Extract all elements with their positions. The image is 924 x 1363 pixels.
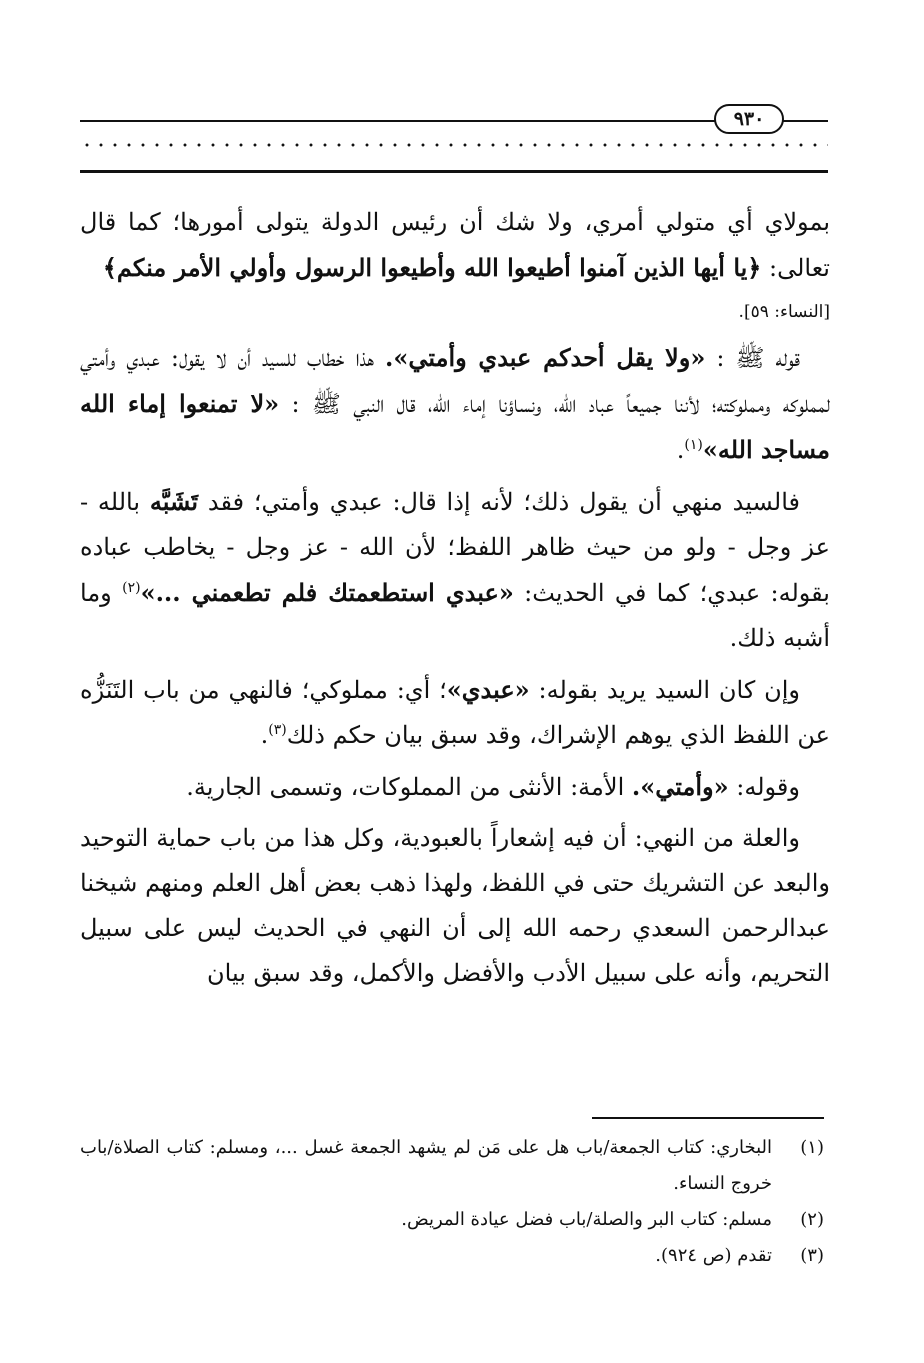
hadith-quote-3: «عبدي استطعمتك فلم تطعمني ...» — [140, 578, 514, 607]
footnote-number: (٣) — [800, 1245, 824, 1266]
footnote-ref-1[interactable]: (١) — [684, 437, 703, 453]
tashabbuh-word: تَشَبَّه — [149, 487, 199, 516]
main-text — [80, 200, 830, 1002]
paragraph-3-intro: فالسيد منهي أن يقول ذلك؛ لأنه إذا قال: عبدي وأمتي؛ فقد — [207, 488, 800, 516]
header-rule — [80, 120, 716, 122]
paragraph-1-text: بمولاي أي متولي أمري، ولا شك أن رئيس الدولة يتولى أمورها؛ كما قال تعالى: — [80, 208, 830, 282]
verse-reference: [النساء: ٥٩]. — [738, 302, 830, 322]
quran-verse: ﴿يا أيها الذين آمنوا أطيعوا الله وأطيعوا الرسول وأولي الأمر منكم﴾ — [102, 253, 762, 282]
paragraph-1 — [80, 200, 830, 291]
page-number: ٩٣٠ — [714, 104, 784, 134]
paragraph-2-body: هذا خطاب للسيد أن لا يقول: عبدي وأمتي لمملوكه ومملوكته؛ لأننا جميعاً عباد الله، ونساؤنا إماء الله، قال النبي ﷺ : — [80, 344, 831, 418]
footnote-text: مسلم: كتاب البر والصلة/باب فضل عيادة المريض. — [401, 1209, 772, 1230]
footnote-3 — [80, 1238, 824, 1274]
footnotes — [80, 1130, 824, 1274]
paragraph-2 — [80, 335, 830, 473]
paragraph-2-end: . — [676, 436, 685, 464]
paragraph-4-intro: وإن كان السيد يريد بقوله: — [538, 676, 800, 704]
paragraph-4-body: ؛ أي: مملوكي؛ فالنهي من باب التَنَزُّه عن اللفظ الذي يوهم الإشراك، وقد سبق بيان حكم ذلك — [80, 676, 830, 749]
footnote-divider — [592, 1117, 824, 1119]
paragraph-5-intro: وقوله: — [736, 773, 800, 801]
paragraph-5-body: الأمة: الأنثى من المملوكات، وتسمى الجارية. — [186, 773, 625, 801]
footnote-text: تقدم (ص ٩٢٤). — [655, 1245, 772, 1266]
hadith-quote-1: «ولا يقل أحدكم عبدي وأمتي». — [384, 343, 706, 372]
quoted-amati: «وأمتي». — [631, 772, 729, 801]
footnote-number: (١) — [800, 1137, 824, 1158]
header-bottom-rule — [80, 170, 828, 173]
paragraph-3-end: وما أشبه ذلك. — [80, 579, 830, 652]
paragraph-5 — [80, 764, 830, 810]
page-header — [80, 96, 828, 176]
footnote-ref-2[interactable]: (٢) — [122, 580, 141, 596]
paragraph-3 — [80, 479, 830, 661]
hadith-quote-2: «لا تمنعوا إماء الله مساجد الله» — [80, 389, 830, 464]
footnote-2 — [80, 1202, 824, 1238]
footnote-text: البخاري: كتاب الجمعة/باب هل على مَن لم يشهد الجمعة غسل ...، ومسلم: كتاب الصلاة/باب خروج النساء. — [80, 1137, 772, 1194]
footnote-number: (٢) — [800, 1209, 824, 1230]
header-rule-end — [782, 120, 828, 122]
paragraph-6: والعلة من النهي: أن فيه إشعاراً بالعبودية، وكل هذا من باب حماية التوحيد والبعد عن التشريك حتى في اللفظ، ولهذا ذهب بعض أهل العلم ومنهم شيخنا عبدالرحمن السعدي رحمه الله إلى أن النهي في الحديث ليس على سبيل التحريم، وأنه على سبيل الأدب والأفضل والأكمل، وقد سبق بيان — [80, 824, 830, 987]
paragraph-2-intro: قوله ﷺ : — [716, 344, 801, 372]
footnote-ref-3[interactable]: (٣) — [268, 722, 287, 738]
paragraph-3-body: بالله - عز وجل - ولو من حيث ظاهر اللفظ؛ لأن الله - عز وجل - يخاطب عباده بقوله: عبدي؛ كما في الحديث: — [80, 488, 830, 607]
dotted-divider — [80, 140, 828, 150]
quoted-abdi: «عبدي» — [446, 675, 530, 704]
footnote-1 — [80, 1130, 824, 1202]
paragraph-4 — [80, 667, 830, 758]
paragraph-4-end: . — [260, 721, 269, 749]
